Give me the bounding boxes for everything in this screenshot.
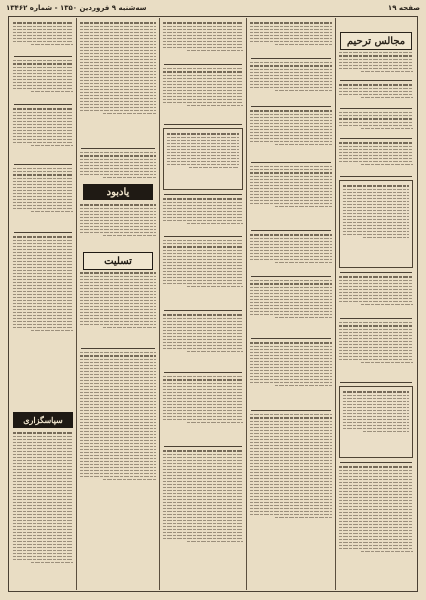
notice-text-block — [250, 166, 332, 209]
column-3 — [159, 18, 246, 590]
notice-text-block — [339, 112, 413, 131]
issue-date: سه‌شنبه ۹ فروردین ۱۳۵۰ - شماره ۱۳۴۶۲ — [6, 4, 147, 12]
notice-text-block — [13, 432, 73, 565]
boxed-notice — [163, 128, 243, 190]
boxed-notice — [339, 180, 413, 268]
notice-text-block — [339, 84, 413, 100]
section-title-yadbud — [83, 184, 153, 200]
notice-text-block — [80, 152, 156, 180]
notice-text-block — [163, 22, 243, 53]
notice-text-block — [250, 110, 332, 147]
notice-text-block — [163, 376, 243, 425]
column-5 — [10, 18, 76, 590]
notice-text-block — [13, 168, 73, 214]
notice-text-block — [13, 22, 73, 47]
section-title-tasliyat — [83, 252, 153, 270]
notice-text-block — [163, 314, 243, 354]
notice-text-block — [13, 60, 73, 94]
page-header — [6, 2, 420, 14]
notice-text-block — [250, 22, 332, 47]
notice-text-block — [250, 234, 332, 265]
notice-text-block — [250, 342, 332, 388]
notice-text-block — [339, 322, 413, 365]
notice-text-block — [339, 466, 413, 554]
page-number: صفحه ۱۹ — [387, 4, 420, 12]
section-title-sepasgozari — [13, 412, 73, 428]
section-title-majlis-text: مجالس ترحیم — [346, 35, 406, 47]
notice-text-block — [13, 236, 73, 333]
notice-text-block — [80, 22, 156, 116]
notice-text-block — [163, 450, 243, 544]
notice-text-block — [339, 52, 413, 74]
column-4 — [76, 18, 159, 590]
notice-text-block — [339, 276, 413, 307]
section-title-sepasgozari-text: سپاسگزاری — [23, 415, 63, 425]
notice-text-block — [163, 198, 243, 226]
notice-text-block — [250, 414, 332, 520]
section-title-majlis — [340, 32, 412, 50]
notice-text-block — [13, 108, 73, 148]
notice-text-block — [163, 68, 243, 108]
section-title-tasliyat-text: تسلیت — [104, 255, 132, 267]
notice-text-block — [163, 240, 243, 289]
column-1 — [335, 18, 416, 590]
notice-text-block — [80, 204, 156, 238]
notice-text-block — [250, 62, 332, 93]
notice-text-block — [80, 352, 156, 482]
notice-text-block — [339, 142, 413, 167]
notice-text-block — [80, 272, 156, 330]
notice-text-block — [250, 280, 332, 320]
column-2 — [246, 18, 335, 590]
section-title-yadbud-text: یادبود — [106, 186, 130, 198]
boxed-notice — [339, 386, 413, 458]
